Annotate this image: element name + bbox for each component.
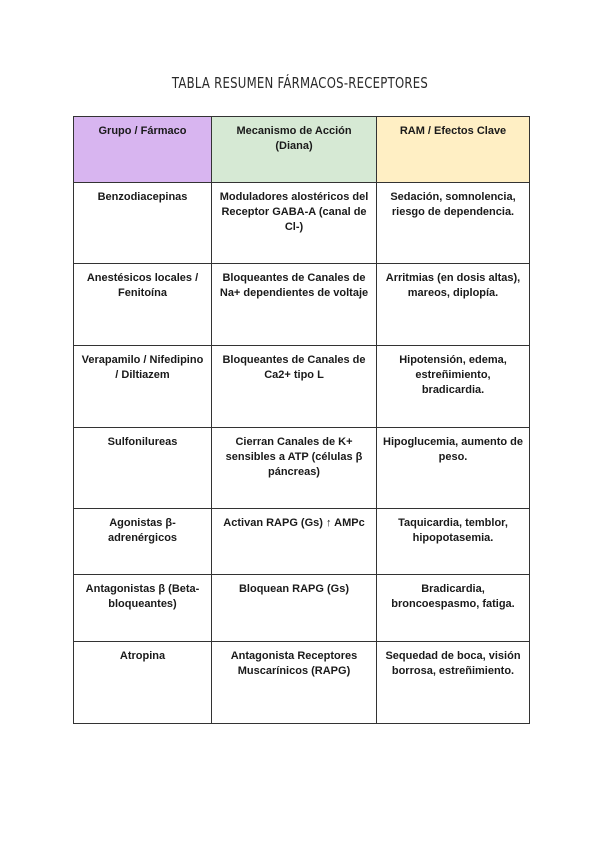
cell-mechanism: Moduladores alostéricos del Receptor GABA-A (canal de Cl-) [212,183,377,264]
cell-mechanism: Bloquean RAPG (Gs) [212,575,377,642]
table-row [74,346,530,428]
cell-group: Atropina [74,642,212,724]
cell-group: Benzodiacepinas [74,183,212,264]
cell-group: Anestésicos locales / Fenitoína [74,264,212,346]
cell-group: Agonistas β-adrenérgicos [74,509,212,575]
table-row [74,183,530,264]
header-mechanism: Mecanismo de Acción (Diana) [212,117,377,183]
table-row [74,264,530,346]
cell-ram: Bradicardia, broncoespasmo, fatiga. [377,575,530,642]
table-row [74,642,530,724]
cell-mechanism: Bloqueantes de Canales de Na+ dependientes de voltaje [212,264,377,346]
cell-group: Antagonistas β (Beta-bloqueantes) [74,575,212,642]
cell-ram: Arritmias (en dosis altas), mareos, diplopía. [377,264,530,346]
cell-mechanism: Bloqueantes de Canales de Ca2+ tipo L [212,346,377,428]
cell-ram: Sequedad de boca, visión borrosa, estreñimiento. [377,642,530,724]
header-ram: RAM / Efectos Clave [377,117,530,183]
table-row [74,428,530,509]
cell-mechanism: Antagonista Receptores Muscarínicos (RAPG) [212,642,377,724]
table-header-row [74,117,530,183]
page-title: TABLA RESUMEN FÁRMACOS-RECEPTORES [171,74,429,92]
cell-group: Sulfonilureas [74,428,212,509]
cell-ram: Sedación, somnolencia, riesgo de dependencia. [377,183,530,264]
table-row [74,509,530,575]
cell-group: Verapamilo / Nifedipino / Diltiazem [74,346,212,428]
cell-mechanism: Cierran Canales de K+ sensibles a ATP (células β páncreas) [212,428,377,509]
cell-ram: Taquicardia, temblor, hipopotasemia. [377,509,530,575]
header-group: Grupo / Fármaco [74,117,212,183]
cell-ram: Hipoglucemia, aumento de peso. [377,428,530,509]
drug-receptor-table [73,116,530,724]
cell-ram: Hipotensión, edema, estreñimiento, bradicardia. [377,346,530,428]
table-row [74,575,530,642]
cell-mechanism: Activan RAPG (Gs) ↑ AMPc [212,509,377,575]
